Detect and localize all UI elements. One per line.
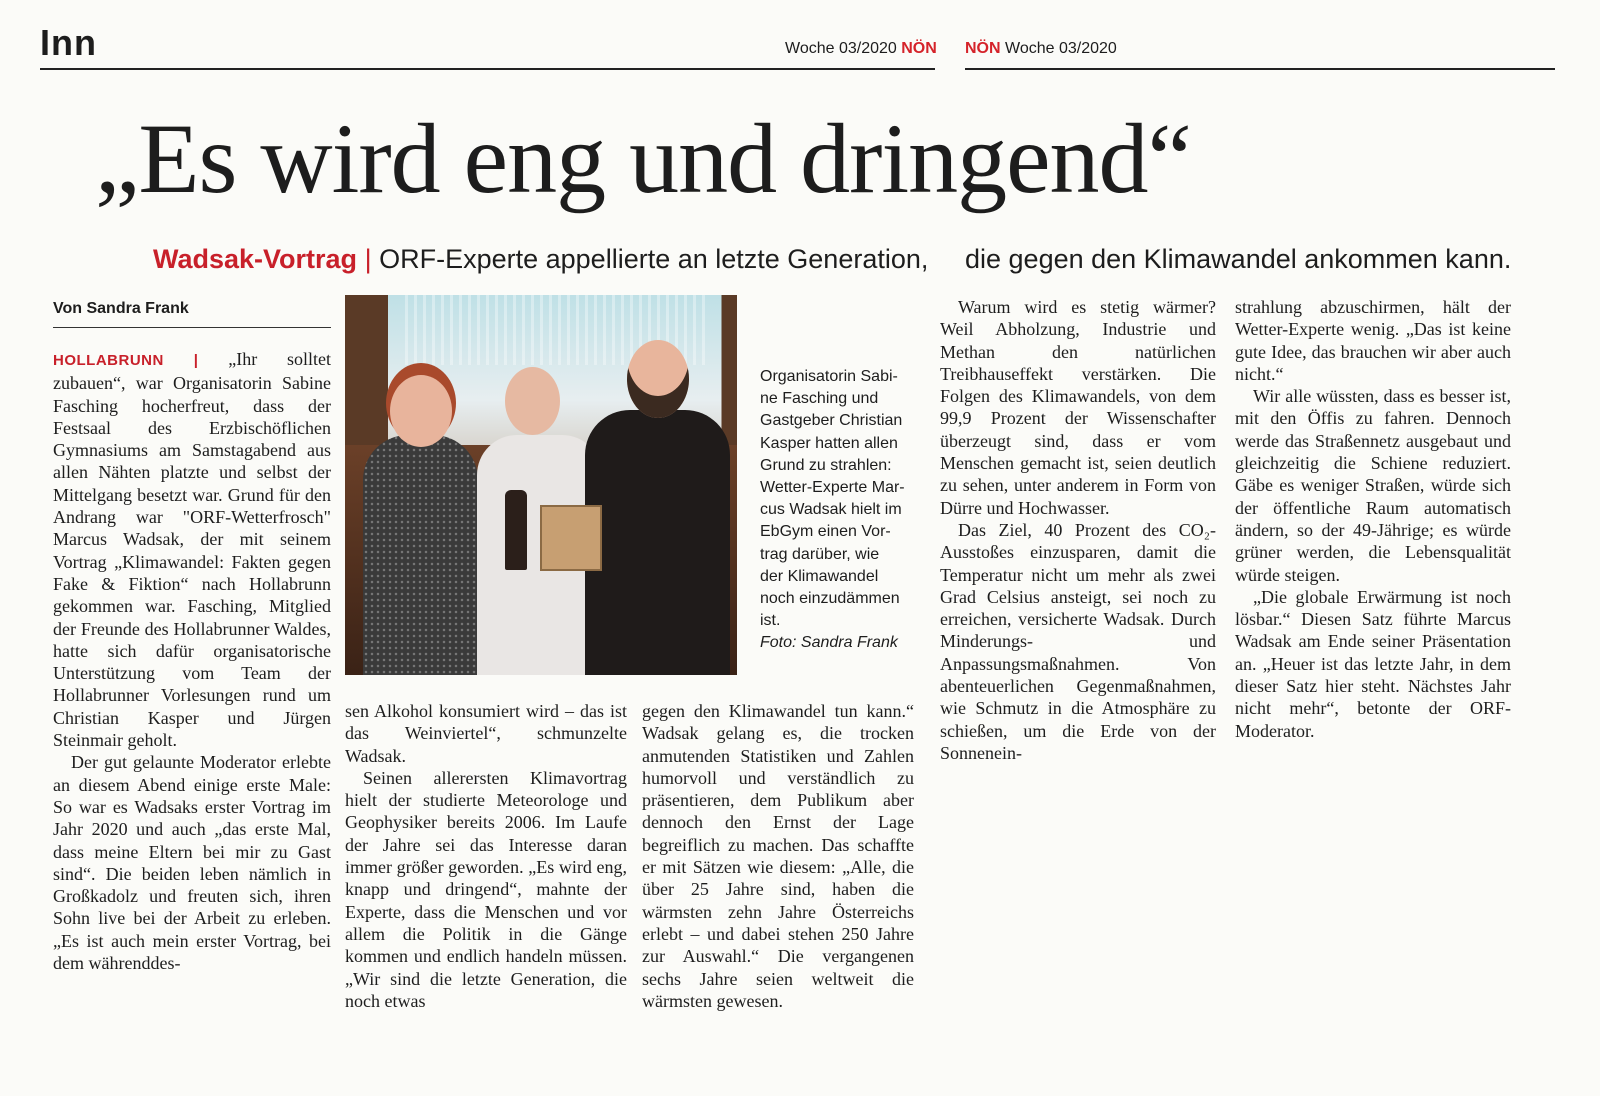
byline-rule (53, 327, 331, 328)
dateline: HOLLABRUNN | (53, 352, 199, 369)
brand-logo: NÖN (901, 40, 937, 57)
article-paragraph: Der gut gelaunte Moderator erlebte an diesem Abend einige erste Male: So war es Wadsaks erster Vortrag im Jahr 2020 und auch „das erste Mal, dass meine Eltern bei mir zu Gast sind“. Die beiden leben nämlich in Großkadolz und freuten sich, ihren Sohn live bei der Arbeit zu erleben. „Es ist auch mein erster Vortrag, bei dem währenddes- (53, 752, 331, 974)
article-column-4 (940, 296, 1216, 764)
subheadline-text: ORF-Experte appellierte an letzte Generation, (379, 244, 929, 274)
brand-logo: NÖN (965, 40, 1001, 57)
article-paragraph: Wir alle wüssten, dass es besser ist, mit den Öffis zu fahren. Dennoch werde das Straßennetz ausgebaut und gleichzeitig die Schiene reduziert. Gäbe es weniger Straßen, würde sich der öffentliche Raum automatisch ändern, so der 49-Jährige; es würde grüner werden, die Lebensqualität würde steigen. (1235, 386, 1511, 585)
page-header-right (965, 40, 1117, 58)
article-column-5 (1235, 296, 1511, 742)
header-rule (965, 68, 1555, 70)
article-paragraph: Das Ziel, 40 Prozent des CO₂-Ausstoßes einzusparen, damit die Temperatur nicht um mehr als zwei Grad Celsius ansteigt, sei noch zu erreichen, versicherte Wadsak. Durch Minderungs- und Anpassungsmaßnahmen. Von abenteuerlichen Gegenmaßnahmen, wie Schmutz in die Atmosphäre zu schießen, um die Erde von der Sonnenein- (940, 519, 1216, 763)
subheadline-continued: die gegen den Klimawandel ankommen kann. (965, 244, 1512, 274)
photo-credit: Foto: Sandra Frank (760, 634, 898, 652)
article-paragraph: gegen den Klimawandel tun kann.“ Wadsak gelang es, die trocken anmutenden Statistiken und Zahlen humorvoll und verständlich zu präsentieren, dem Publikum aber dennoch den Ernst der Lage begreiflich zu machen. Das schaffte er mit Sätzen wie diesem: „Alle, die über 25 Jahre sind, haben die wärmsten zehn Jahre Österreichs erlebt – und dabei stehen 250 Jahre zur Auswahl.“ Die vergangenen sechs Jahre seien weltweit die wärmsten gewesen. (642, 701, 914, 1011)
photo-caption: Organisatorin Sabi- ne Fasching und Gastgeber Christian Kasper hatten allen Grund zu strahlen: Wetter-Experte Mar- cus Wadsak hielt im EbGym einen Vor- trag darüber, wie der Klimawandel noch einzudämmen ist. Foto: Sandra Frank (760, 366, 930, 655)
page-header-left (785, 40, 937, 58)
section-label: Inn (40, 22, 97, 63)
topic-tag: Wadsak-Vortrag (153, 244, 358, 274)
article-column-2 (345, 700, 627, 1012)
issue-label: Woche 03/2020 (1005, 40, 1117, 57)
article-column-1 (53, 348, 331, 974)
byline: Von Sandra Frank (53, 300, 189, 317)
article-paragraph: Seinen allerersten Klimavortrag hielt der studierte Meteorologe und Geophysiker bereits 2006. Im Laufe der Jahre sei das Interesse daran immer größer geworden. „Es wird eng, knapp und dringend“, mahnte der Experte, dass die Menschen und vor allem die Politik in die Gänge kommen und endlich handeln müssen. „Wir sind die letzte Generation, die noch etwas (345, 767, 627, 1011)
article-paragraph: „Die globale Erwärmung ist noch lösbar.“ Diesen Satz führte Marcus Wadsak am Ende seiner Präsentation an. „Heuer ist das letzte Jahr, in dem dieser Satz hier steht. Nächstes Jahr nicht mehr“, betonte der ORF-Moderator. (1235, 586, 1511, 741)
header-rule (40, 68, 935, 70)
issue-label: Woche 03/2020 (785, 40, 897, 57)
article-paragraph: sen Alkohol konsumiert wird – das ist das Weinviertel“, schmunzelte Wadsak. (345, 701, 627, 766)
separator: | (364, 244, 372, 274)
article-paragraph: HOLLABRUNN | „Ihr solltet zubauen“, war Organisatorin Sabine Fasching hocherfreut, dass der Festsaal des Erzbischöflichen Gymnasiums am Samstagabend aus allen Nähten platzte und selbst der Mittelgang besetzt war. Grund für den Andrang war "ORF-Wetterfrosch" Marcus Wadsak, der mit seinem Vortrag „Klimawandel: Fakten gegen Fake & Fiktion“ nach Hollabrunn gekommen war. Fasching, Mitglied der Freunde des Hollabrunner Waldes, hatte sich dafür organisatorische Unterstützung vom Team der Hollabrunner Vorlesungen rund um Christian Kasper und Jürgen Steinmair geholt. (53, 349, 332, 751)
headline: „Es wird eng und dringend“ (95, 103, 1191, 214)
article-paragraph: strahlung abzuschirmen, hält der Wetter-Experte wenig. „Das ist keine gute Idee, das brauchen wir aber auch nicht.“ (1235, 297, 1511, 384)
subheadline (153, 242, 928, 276)
article-column-3 (642, 700, 914, 1012)
article-paragraph: Warum wird es stetig wärmer? Weil Abholzung, Industrie und Methan den natürlichen Treibhauseffekt verstärken. Die Folgen des Klimawandels, von dem 99,9 Prozent der Wissenschafter überzeugt sind, dass er vom Menschen gemacht ist, seien deutlich zu sehen, unter anderem in Form von Dürre und Hochwasser. (940, 297, 1216, 518)
article-photo (345, 295, 737, 675)
